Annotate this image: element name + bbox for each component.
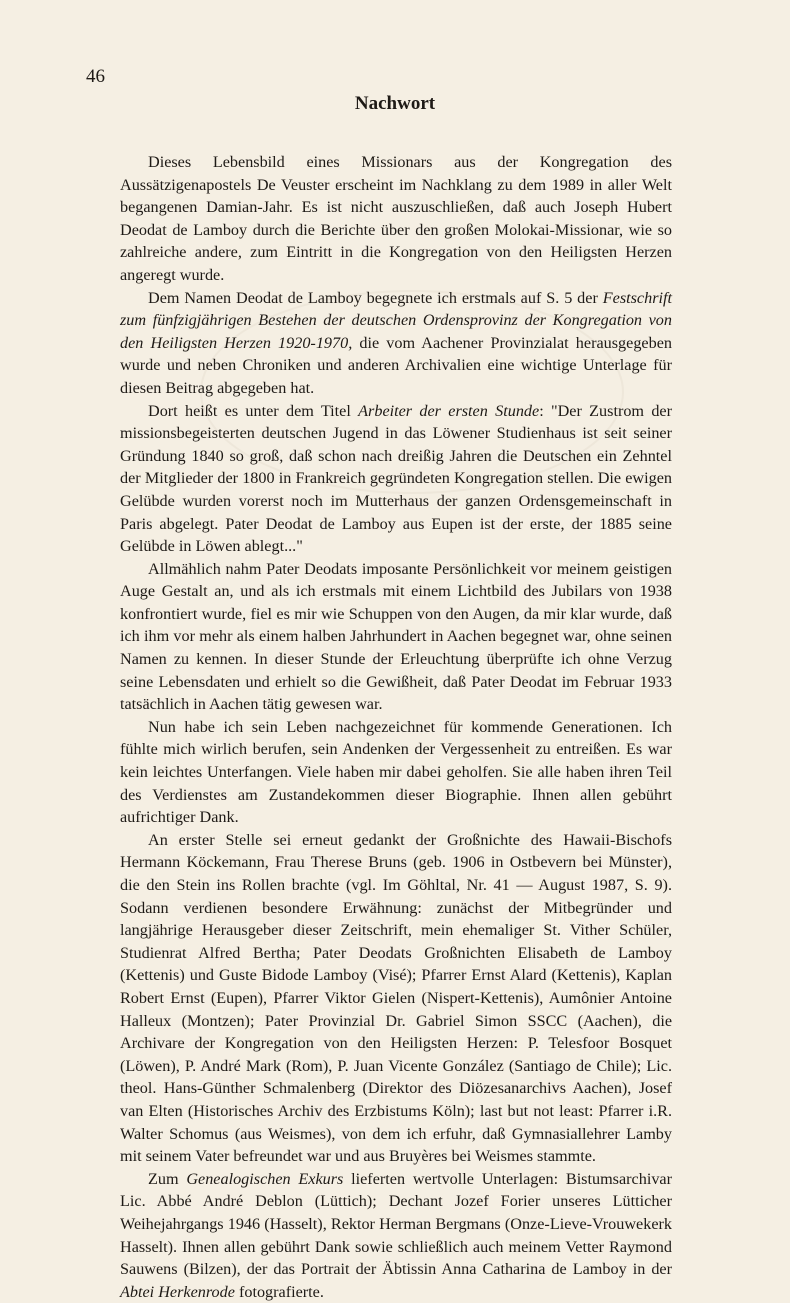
paragraph-6: An erster Stelle sei erneut gedankt der Großnichte des Hawaii-Bischofs Hermann Köckemann, Frau Therese Bruns (geb. 1906 in Ostbevern bei Münster), die den Stein ins Rollen brachte (vgl. Im Göhltal, Nr. 41 — August 1987, S. 9). Sodann verdienen besondere Erwähnung: zunächst der Mitbegründer und langjährige Herausgeber dieser Zeitschrift, mein ehemaliger St. Vither Schüler, Studienrat Alfred Bertha; Pater Deodats Großnichten Elisabeth de Lamboy (Kettenis) und Guste Bidode Lamboy (Visé); Pfarrer Ernst Alard (Kettenis), Kaplan Robert Ernst (Eupen), Pfarrer Viktor Gielen (Nispert-Kettenis), Aumônier Antoine Halleux (Montzen); Pater Provinzial Dr. Gabriel Simon SSCC (Aachen), die Archivare der Kongregation von den Heiligsten Herzen: P. Telesfoor Bosquet (Löwen), P. André Mark (Rom), P. Juan Vicente González (Santiago de Chile); Lic. theol. Hans-Günther Schmalenberg (Direktor des Diözesanarchivs Aachen), Josef van Elten (Historisches Archiv des Erzbistums Köln); last but not least: Pfarrer i.R. Walter Schomus (aus Weismes), von dem ich erfuhr, daß Gymnasiallehrer Lamby mit seinem Vater befreundet war und aus Bruyères bei Weismes stammte. [120,830,672,1166]
paragraph-5: Nun habe ich sein Leben nachgezeichnet für kommende Generationen. Ich fühlte mich wirlich berufen, sein Andenken der Vergessenheit zu entreißen. Es war kein leichtes Unterfangen. Viele haben mir dabei geholfen. Sie alle haben ihren Teil des Verdienstes am Zustandekommen dieser Biographie. Ihnen allen gebührt aufrichtiger Dank. [120,717,672,827]
page-title: Nachwort [354,93,436,114]
paragraph-4: Allmählich nahm Pater Deodats imposante Persönlichkeit vor meinem geistigen Auge Gestalt an, und als ich erstmals mit einem Lichtbild des Jubilars von 1938 konfrontiert wurde, fiel es mir wie Schuppen von den Augen, da mir klar wurde, daß ich ihm vor mehr als einem halben Jahrhundert in Aachen begegnet war, ohne seinen Namen zu kennen. In dieser Stunde der Erleuchtung überprüfte ich ohne Verzug seine Lebensdaten und erhielt so die Gewißheit, daß Pater Deodat im Februar 1933 tatsächlich in Aachen tätig gewesen war. [120,559,672,714]
paragraph-3: Dort heißt es unter dem Titel Arbeiter der ersten Stunde: "Der Zustrom der missionsbegeisterten deutschen Jugend in das Löwener Studienhaus ist seit seiner Gründung 1840 so groß, daß schon nach dreißig Jahren die Deutschen ein Zehntel der Mitglieder der 1800 in Frankreich gegründeten Kongregation stellen. Die ewigen Gelübde wurden vorerst noch im Mutterhaus der ganzen Ordensgemeinschaft in Paris abgelegt. Pater Deodat de Lamboy aus Eupen ist der erste, der 1885 seine Gelübde in Löwen ablegt..." [120,401,672,556]
paragraph-7: Zum Genealogischen Exkurs lieferten wertvolle Unterlagen: Bistumsarchivar Lic. Abbé André Deblon (Lüttich); Dechant Jozef Forier unseres Lütticher Weihejahrgangs 1946 (Hasselt), Rektor Herman Bergmans (Onze-Lieve-Vrouwekerk Hasselt). Ihnen allen gebührt Dank sowie schließlich auch meinem Vetter Raymond Sauwens (Bilzen), der das Portrait der Äbtissin Anna Catharina de Lamboy in der Abtei Herkenrode fotografierte. [120,1169,672,1301]
page-number: 46 [86,66,105,87]
paragraph-1: Dieses Lebensbild eines Missionars aus der Kongregation des Aussätzigenapostels De Veuster erscheint im Nachklang zu dem 1989 in aller Welt begangenen Damian-Jahr. Es ist nicht auszuschließen, daß auch Joseph Hubert Deodat de Lamboy durch die Berichte über den großen Molokai-Missionar, wie so zahlreiche andere, zum Eintritt in die Kongregation von den Heiligsten Herzen angeregt wurde. [120,153,672,284]
paragraph-2: Dem Namen Deodat de Lamboy begegnete ich erstmals auf S. 5 der Festschrift zum fünfzigjährigen Bestehen der deutschen Ordensprovinz der Kongregation von den Heiligsten Herzen 1920-1970, die vom Aachener Provinzialat herausgegeben wurde und neben Chroniken und anderen Archivalien eine wichtige Unterlage für diesen Beitrag abgegeben hat. [120,288,672,397]
body-text [120,151,672,1303]
